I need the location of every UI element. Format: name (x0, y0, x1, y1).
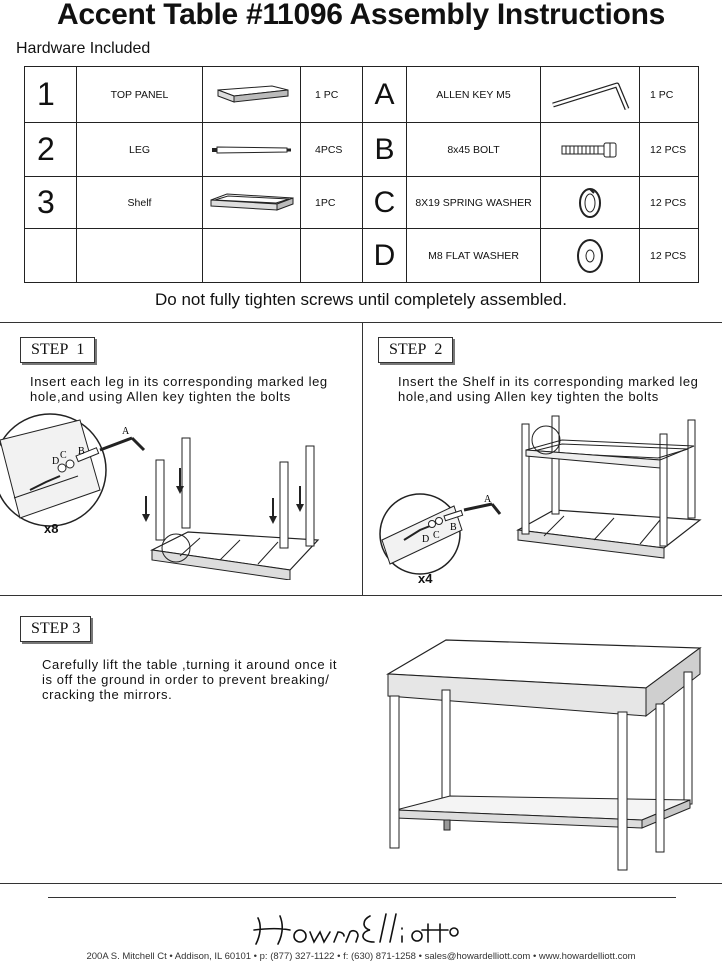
step-1-text: Insert each leg in its corresponding marked leg hole,and using Allen key tighten the bolts (30, 374, 328, 404)
part-quantity: 4PCS (301, 123, 363, 177)
allen-key-icon (541, 67, 640, 123)
hardware-letter: C (363, 177, 407, 229)
callout-label: D (422, 534, 430, 545)
part-name: Shelf (77, 177, 203, 229)
empty-cell (301, 229, 363, 283)
hardware-letter: D (363, 229, 407, 283)
callout-label: D (52, 456, 60, 467)
step-2-illustration (364, 410, 722, 590)
divider (0, 322, 722, 323)
spring-washer-icon (541, 177, 640, 229)
shelf-icon (203, 177, 301, 229)
hardware-name: M8 FLAT WASHER (407, 229, 541, 283)
bolt-icon (541, 123, 640, 177)
callout-label: A (484, 494, 492, 505)
assembly-note: Do not fully tighten screws until completely assembled. (155, 290, 567, 309)
table-row (25, 67, 699, 123)
empty-cell (25, 229, 77, 283)
part-name: LEG (77, 123, 203, 177)
table-row (25, 123, 699, 177)
leg-icon (203, 123, 301, 177)
empty-cell (77, 229, 203, 283)
part-number: 1 (25, 67, 77, 123)
part-name: TOP PANEL (77, 67, 203, 123)
callout-label: B (450, 522, 457, 533)
hardware-letter: A (363, 67, 407, 123)
callout-label: A (122, 426, 130, 437)
table-row (25, 177, 699, 229)
page-title: Accent Table #11096 Assembly Instructions (57, 0, 665, 31)
footer-address: 200A S. Mitchell Ct • Addison, IL 60101 • p: (877) 327-1122 • f: (630) 871-1258 • sales@howardelliott.com • www.howardelliott.com (86, 951, 636, 962)
top-panel-icon (203, 67, 301, 123)
callout-label: B (78, 446, 85, 457)
hardware-name: ALLEN KEY M5 (407, 67, 541, 123)
part-quantity: 1 PC (301, 67, 363, 123)
divider (0, 595, 722, 596)
step-2-multiplier: x4 (418, 571, 433, 586)
hardware-quantity: 12 PCS (640, 229, 699, 283)
empty-cell (203, 229, 301, 283)
divider (0, 883, 722, 884)
hardware-name: 8x45 BOLT (407, 123, 541, 177)
howard-elliott-logo (250, 906, 472, 950)
step-1-label: STEP 1 (20, 337, 95, 363)
part-quantity: 1PC (301, 177, 363, 229)
step-3-label: STEP 3 (20, 616, 91, 642)
step-2-text: Insert the Shelf in its corresponding marked leg hole,and using Allen key tighten the bolts (398, 374, 699, 404)
hardware-table (24, 66, 699, 283)
step-1-illustration (0, 410, 360, 580)
hardware-name: 8X19 SPRING WASHER (407, 177, 541, 229)
callout-label: C (60, 450, 67, 461)
step-2-label: STEP 2 (378, 337, 453, 363)
svg-text:Howard Elliott: Howard Elliott (250, 906, 257, 907)
part-number: 3 (25, 177, 77, 229)
hardware-heading: Hardware Included (16, 40, 151, 57)
hardware-quantity: 12 PCS (640, 123, 699, 177)
step-3-text: Carefully lift the table ,turning it around once it is off the ground in order to prevent breaking/ cracking the mirrors. (42, 657, 338, 702)
hardware-quantity: 1 PC (640, 67, 699, 123)
divider (362, 322, 363, 595)
hardware-quantity: 12 PCS (640, 177, 699, 229)
step-1-multiplier: x8 (44, 521, 59, 536)
callout-label: C (433, 530, 440, 541)
step-3-illustration (380, 630, 710, 875)
part-number: 2 (25, 123, 77, 177)
divider (48, 897, 676, 898)
flat-washer-icon (541, 229, 640, 283)
table-row (25, 229, 699, 283)
hardware-letter: B (363, 123, 407, 177)
